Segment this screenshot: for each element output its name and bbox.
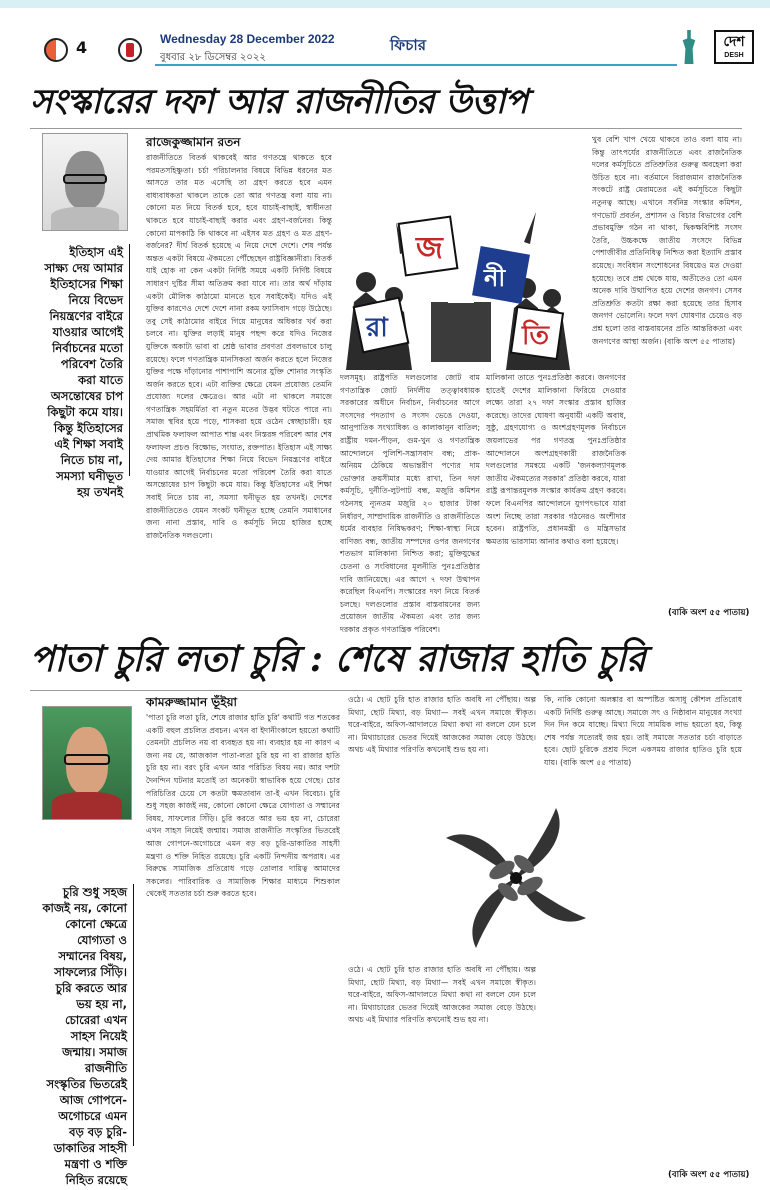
article2-col1: 'পাতা চুরি লতা চুরি, শেষে রাজার হাতি চুরি' কথাটি গত শতকের একটি বহুল প্রচলিত প্রবচন। এখন বা ইদানীংকালে হয়তো কথাটি তেমনটা প্রচলিত নয় বা ব্যবহৃত হয় না। ব্যবহার হয় না কারণ এ জন্য নয় যে, আজকাল পাতা-লতা চুরি হয় না বা রাজার হাতি চুরি হয় না। বরং চুরি এখন আর পরিচিত বিষয় নয়। আর দশটা দৈনন্দিন ঘটনার মতোই তা অনেকটা স্বাভাবিক হয়ে গেছে। চোর পরিচিতির চেয়ে সে কতটা ক্ষমতাবান তা-ই এখন বিবেচ্য। চুরি শুধু সহজ কাজই নয়, কোনো কোনো ক্ষেত্রে যোগ্যতা ও সম্মানের বিষয়, সাফল্যের সিঁড়ি। চুরি করতে আর ভয় হয় না, চোরেরা এখন সাহস নিয়েই জন্মায়। সমাজ রাজনীতি সংস্কৃতির ভিতরেই আজ গোপনে-অগোচরে এমন বড় বড় চুরি-ডাকাতির সাহসী মন্ত্রণা ও শক্তি নিহিত রয়েছে। চুরি একটি নিন্দনীয় অপরাধ। এর বিরুদ্ধে সামাজিক প্রতিরোধ গড়ে তোলার দায়িত্ব আমাদের সকলের। পারিবারিক ও সামাজিক শিক্ষার মাধ্যমে শিশুকাল থেকেই সততার চর্চা শুরু করতে হবে। <box>146 713 340 899</box>
article2-pull-quote: চুরি শুধু সহজ কাজই নয়, কোনো কোনো ক্ষেত্রে যোগ্যতা ও সম্মানের বিষয়, সাফল্যের সিঁড়ি। চুরি করতে আর ভয় হয় না, চোরেরা এখন সাহস নিয়েই জন্মায়। সমাজ রাজনীতি সংস্কৃতির ভিতরেই আজ গোপনে-অগোচরে এমন বড় বড় চুরি-ডাকাতির সাহসী মন্ত্রণা ও শক্তি নিহিত রয়েছে <box>42 884 134 1146</box>
article2-byline: কামরুজ্জামান ভূঁইয়া <box>146 695 238 709</box>
logo-bangla: দেশ <box>723 34 745 50</box>
tile-ni: নী <box>484 264 506 292</box>
author2-shirt <box>52 792 122 819</box>
article1-col1: রাজনীতিতে বিতর্ক থাকবেই আর গণতন্ত্রে থাকতে হবে পরমতসহিষ্ণুতা। চর্চা পরিচালনার বিষয়ে বিভিন্ন ধরনের মত আসতে তার মত এসেছি তা গ্রহণ করতে হবে এমন বাধ্যবাধকতা থাকলে তাকে তো আর গণতন্ত্র বলা যায় না। কোনো মত নিয়ে বিতর্ক হবে, হবে যাচাই-বাছাই, স্বাধীনতা থাকতে হবে যাচাই-বাছাই করার এবং গ্রহণ-বর্জনের। কিন্তু কোনো মাপকাঠি কি থাকবে না এইসব মত গ্রহণ ও মত গ্রহণ-বর্জনের? দীর্ঘ বিতর্ক হয়েছে এ নিয়ে দেশে দেশে। শেষ পর্যন্ত অন্তত একটা বিষয়ে ঐকমত্যে পৌঁছেছেন রাষ্ট্রবিজ্ঞানীরা। বিতর্ক যাই হোক না কেন একটা নির্দিষ্ট সময়ে একটি নির্দিষ্ট বিষয়ে সাধারণ দুষ্টির সীমা অতিক্রম করা যাবে না। তার অর্থ দাঁড়ায় একটা মৌলিক কাঠামো মানতে হবে সবাইকেই। যদিও এই যুক্তির কারণেও দেশে দেশে নানা রকম ফ্যাসিবাদ গড়ে উঠেছে। তবু সেই কাঠামোর বাইরে গিয়ে মানুষের অধিকার খর্ব করা চলবে না। যুক্তির লড়াই মানুষ পছন্দ করে যদিও নিজের যুক্তিকে অকাট্য ভাবা বা শ্রেষ্ঠ ভাবার প্রবণতা প্রবলভাবে চালু রয়েছে। ফলে গণতান্ত্রিক মানসিকতা অর্জন করতে হলে নিজের যুক্তির পক্ষে দাঁড়ানোর পাশাপাশি অন্যের যুক্তি শোনার সংস্কৃতি অর্জন করতে হবে। এটা ব্যক্তির ক্ষেত্রে যেমন প্রযোজ্য তেমনি প্রযোজ্য দলের ক্ষেত্রেও। আর এটা না থাকলে সমাজে গণতান্ত্রিক সহমর্মিতা বা নতুন মতের উদ্ভব ঘটতে পারে না। সমাজ স্থবির হয়ে পড়ে, শাসকরা হয়ে ওঠেন স্বেচ্ছাচারী। হয় প্রাথমিক ফলাফল আপাত শান্ত এবং নিস্তরঙ্গ পরিবেশ আর শেষ ফলাফল প্রচণ্ড বিক্ষোভ, সংঘাত, রক্তপাত। ইতিহাস এই সাক্ষ্য দেয় আমার ইতিহাসের শিক্ষা নিয়ে বিভেদ নিয়ন্ত্রণের বাইরে যাওয়ার আগেই নির্বাচনের মতো পরিবেশ তৈরি করা যাতে অসন্তোষের চাপ কিছুটা কমে যায়। কিন্তু ইতিহাসের এই শিক্ষা সবাই নিতে চায় না, সমস্যা ঘনীভূত হয় তখনই। দেশের রাজনীতিতেও যেমন সংকট ঘনীভূত হচ্ছে তেমনি সমাধানের জন্য নানা প্রস্তাব, দাবি ও কর্মসূচি নিয়ে হাজির হচ্ছে রাজনৈতিক দলগুলো। <box>146 153 332 540</box>
section-label: ফিচার <box>390 36 426 54</box>
article1-col2: দলসমূহ। রাষ্ট্রপতি দলগুলোর জোট বাম গণতান্ত্রিক জোট নির্দলীয় তত্ত্বাবধায়ক সরকারের অধীনে নির্বাচন, নির্বাচনের আগে সংসদের পদত্যাগ ও সংসদ ভেঙে দেওয়া, আনুপাতিক সংখ্যাধিক্য ও কালাকানুন বাতিল; রাষ্ট্রীয় দমন-পীড়ন, গুম-খুন ও গণতান্ত্রিক আন্দোলনে পুলিশি-সন্ত্রাসবাদ বন্ধ; প্রাক-অনিয়ম ঠেকিয়ে অভ্যন্তরীণ পণ্যের দাম ভোক্তার ক্রয়সীমার মধ্যে রাখা, তিন দফা কর্মসূচি, দুর্নীতি-লুটপাট বন্ধ, মজুরি কমিশন গঠনসহ ন্যূনতম মজুরি ২০ হাজার টাকা নির্ধারণ, সাম্প্রদায়িক রাজনীতি ও রাজনীতিতে ধর্মের ব্যবহার নিষিদ্ধকরণ; শিক্ষা-স্বাস্থ্য নিয়ে বাণিজ্য বন্ধ, জাতীয় সম্পদের ওপর জনগণের শতভাগ মালিকানা নিশ্চিত করা; মুক্তিযুদ্ধের চেতনা ও সংবিধানের মূলনীতি পুনঃপ্রতিষ্ঠার দাবি জানিয়েছে। এর আগে ৭ দফা উত্থাপন করেছিল বিএনপি। সংস্কারের দফা নিয়ে বিতর্ক চলছে। দলগুলোর প্রস্তাব বাস্তবায়নের জন্য প্রয়োজন জাতীয় ঐকমত্য এবং তার জন্য দরকার প্রকৃত গণতান্ত্রিক পরিবেশ। <box>340 373 480 634</box>
tile-ra: রা <box>366 313 388 343</box>
statue-icon <box>680 30 698 64</box>
author1-photo <box>42 133 128 231</box>
glasses-icon <box>64 754 110 765</box>
author2-photo <box>42 706 132 820</box>
article1-col4: খুব বেশি খাপ খেয়ে থাকবে তাও বলা যায় না। কিন্তু তাৎপর্যের রাজনীতিতে এবং রাজনৈতিক দলের কর্মসূচিতে প্রতিশ্রুতির গুরুত্ব অবহেলা করা উচিত হবে না। বর্তমানে বিরাজমান রাজনৈতিক সংকটে রাষ্ট্র মেরামতের এই কর্মসূচিতে কিছুটা নতুনত্ব আছে। এখানে সর্বনিম্ন সংস্কার কমিশন, গণভোট প্রবর্তন, প্রশাসন ও বিচার বিভাগের বেশি প্রভাবমুক্তি গঠন না থাকা, দ্বিকক্ষবিশিষ্ট সংসদ তৈরি, উচ্চকক্ষে জাতীয় সংসদে বিভিন্ন পেশাজীবীর প্রতিনিধিত্ব নিশ্চিত করা ইত্যাদি প্রস্তাব রয়েছে। সংবিধান সংশোধনের বিষয়েও মত দেওয়া হয়েছে। তবে প্রশ্ন থেকে যায়, অতীতেও তো এমন অনেক দাবি উত্থাপিত হয়ে দেশের জনগণ। সেসব প্রতিশ্রুতি কতটা রক্ষা করা হয়েছে তার হিসাব জনগণ ভোলেনি। ফলে দফা ঘোষণার চেয়েও বড় প্রশ্ন হলো তার বাস্তবায়নের প্রতি আন্তরিকতা এবং জনগণের আস্থা অর্জন। (বাকি অংশ ৫৫ পাতায়) <box>592 135 742 346</box>
header-ornament-right <box>118 38 142 62</box>
article1-rule <box>30 128 742 129</box>
header-ornament-left <box>44 38 68 62</box>
article2-col3: কি, নাকি কোনো অলঙ্কার বা অস্পষ্টিত অসাধু কৌশল প্রতিরোধ একটি নির্দিষ্ট গুরুত্ব আছে। সমাজে সৎ ও নিষ্ঠাবান মানুষের সংখ্যা দিন দিন কমে যাচ্ছে। মিথ্যা দিয়ে সাময়িক লাভ হয়তো হয়, কিন্তু শেষ পর্যন্ত সত্যেরই জয় হয়। তাই সমাজে সততার চর্চা বাড়াতে হবে। ছোট চুরিকে প্রশ্রয় দিলে একসময় রাজার হাতিও চুরি হয়ে যায়। (বাকি অংশ ৫৫ পাতায়) <box>544 695 742 767</box>
author1-shirt <box>51 207 118 230</box>
page-number: 4 <box>76 38 88 57</box>
article1-headline: সংস্কারের দফা আর রাজনীতির উত্তাপ <box>30 82 528 122</box>
article1-illustration <box>336 182 586 370</box>
article2-col2-bottom: ওঠে। এ ছোট চুরি হাত রাজার হাতি অবধি না পৌঁছায়। অল্প মিথ্যা, ছোট মিথ্যা, বড় মিথ্যা— সবই এখন সমাজে স্বীকৃত। ঘরে-বাইরে, অফিস-আদালতে মিথ্যা কথা না বললে যেন চলে না। মিথ্যাচারের ভেতর দিয়েই আজকের সমাজ বেড়ে উঠছে। অথচ এই মিথ্যার পরিণতি কখনোই শুভ হয় না। <box>348 965 536 1025</box>
logo-english: DESH <box>724 52 744 59</box>
ballot-box <box>431 298 491 362</box>
page-header <box>0 0 770 66</box>
article1-col3: মালিকানা তাতে পুনঃপ্রতিষ্ঠা করবে। জনগণের হাতেই দেশের মালিকানা ফিরিয়ে দেওয়ার লক্ষ্যে তারা ২৭ দফা সংস্কার প্রস্তাব হাজির করেছে। তাদের ঘোষণা অনুযায়ী একটি অবাধ, সুষ্ঠু, গ্রহণযোগ্য ও অংশগ্রহণমূলক নির্বাচনে জয়লাভের পর গণতন্ত্র পুনঃপ্রতিষ্ঠার আন্দোলনে অংশগ্রহণকারী রাজনৈতিক দলগুলোর সমন্বয়ে একটি 'জনকল্যাণমূলক জাতীয় ঐকমত্যের সরকার' প্রতিষ্ঠা করবে, যারা রাষ্ট্র রূপান্তরমূলক সংস্কার কার্যক্রম গ্রহণ করবে। ফলে বিএনপির আন্দোলনে যুগপৎভাবে যারা অংশ নিচ্ছে তারা সরকার গঠনেরও অংশীদার হবেন। রাষ্ট্রপতি, প্রধানমন্ত্রী ও মন্ত্রিসভার ক্ষমতায় ভারসাম্য আনার কথাও বলা হয়েছে। <box>486 373 626 546</box>
article1-byline: রাজেকুজ্জামান রতন <box>146 135 241 149</box>
article1-col2-top <box>340 152 480 182</box>
glasses-icon <box>63 174 107 184</box>
article2-continued: (বাকি অংশ ৫৫ পাতায়) <box>668 1170 750 1180</box>
desh-logo <box>714 30 754 64</box>
date-english: Wednesday 28 December 2022 <box>160 32 335 46</box>
tile-ja: জ <box>416 231 443 266</box>
article1-pull-quote: ইতিহাস এই সাক্ষ্য দেয় আমার ইতিহাসের শিক্ষা নিয়ে বিভেদ নিয়ন্ত্রণের বাইরে যাওয়ার আগেই নির্বাচনের মতো পরিবেশ তৈরি করা যাতে অসন্তোষের চাপ কিছুটা কমে যায়। কিন্তু ইতিহাসের এই শিক্ষা সবাই নিতে চায় না, সমস্যা ঘনীভূত হয় তখনই <box>42 244 130 476</box>
article2-headline: পাতা চুরি লতা চুরি : শেষে রাজার হাতি চুরি <box>30 638 646 680</box>
article2-rule <box>30 690 742 691</box>
header-band <box>0 0 770 8</box>
article2-col2: ওঠে। এ ছোট চুরি হাত রাজার হাতি অবধি না পৌঁছায়। অল্প মিথ্যা, ছোট মিথ্যা, বড় মিথ্যা— সবই এখন সমাজে স্বীকৃত। ঘরে-বাইরে, অফিস-আদালতে মিথ্যা কথা না বললে যেন চলে না। মিথ্যাচারের ভেতর দিয়েই আজকের সমাজ বেড়ে উঠছে। অথচ এই মিথ্যার পরিণতি কখনোই শুভ হয় না। <box>348 695 536 755</box>
article2-illustration <box>436 798 596 958</box>
header-rule <box>155 64 677 66</box>
tile-ti: তি <box>522 321 549 351</box>
date-bangla: বুধবার ২৮ ডিসেম্বর ২০২২ <box>160 52 266 63</box>
article1-continued: (বাকি অংশ ৫৫ পাতায়) <box>668 608 750 618</box>
